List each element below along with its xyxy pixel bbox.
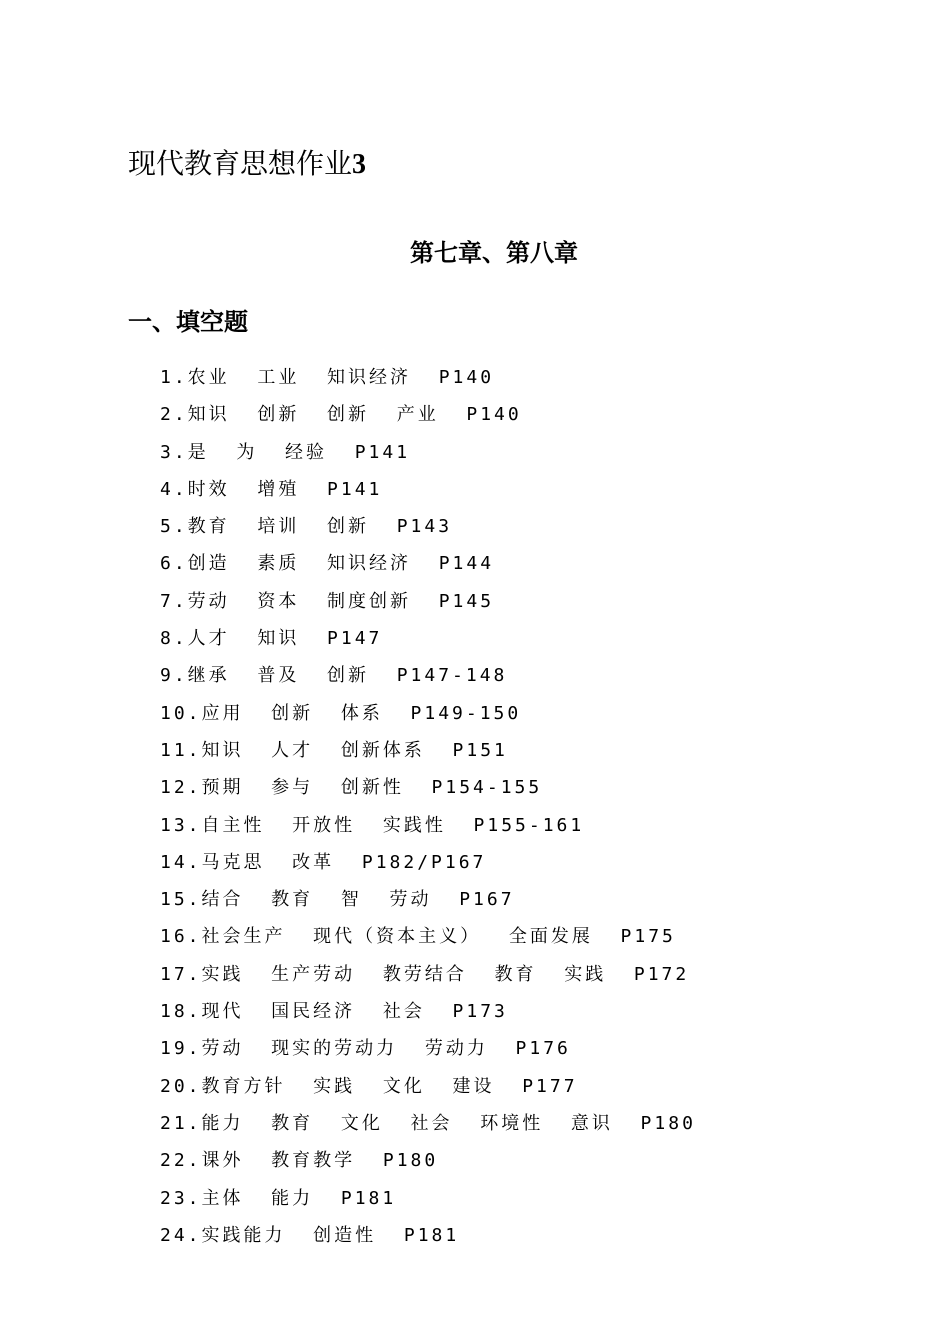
answer-item-6: 6.创造 素质 知识经济 P144	[160, 553, 495, 575]
answer-item-2: 2.知识 创新 创新 产业 P140	[160, 404, 522, 426]
answer-item-11: 11.知识 人才 创新体系 P151	[160, 739, 508, 761]
answer-item-21: 21.能力 教育 文化 社会 环境性 意识 P180	[160, 1112, 696, 1134]
answer-item-18: 18.现代 国民经济 社会 P173	[160, 1001, 508, 1023]
answer-item-12: 12.预期 参与 创新性 P154-155	[160, 777, 543, 799]
answer-item-9: 9.继承 普及 创新 P147-148	[160, 665, 508, 687]
answer-item-1: 1.农业 工业 知识经济 P140	[160, 367, 495, 388]
chapter-heading: 第七章、第八章	[410, 239, 578, 267]
answer-item-14: 14.马克思 改革 P182/P167	[160, 851, 487, 873]
answer-item-20: 20.教育方针 实践 文化 建设 P177	[160, 1075, 578, 1097]
answer-item-17: 17.实践 生产劳动 教劳结合 教育 实践 P172	[160, 963, 690, 985]
answer-item-4: 4.时效 增殖 P141	[160, 478, 383, 500]
answer-item-5: 5.教育 培训 创新 P143	[160, 516, 453, 538]
answer-list	[160, 366, 696, 1261]
answer-item-8: 8.人才 知识 P147	[160, 628, 383, 650]
document-title	[128, 142, 366, 182]
answer-item-15: 15.结合 教育 智 劳动 P167	[160, 889, 515, 911]
section-heading: 一、填空题	[128, 308, 248, 336]
answer-item-3: 3.是 为 经验 P141	[160, 441, 411, 463]
answer-item-10: 10.应用 创新 体系 P149-150	[160, 702, 522, 724]
answer-item-23: 23.主体 能力 P181	[160, 1187, 397, 1209]
answer-item-7: 7.劳动 资本 制度创新 P145	[160, 590, 495, 612]
document-title-text: 现代教育思想作业	[128, 147, 353, 180]
answer-item-13: 13.自主性 开放性 实践性 P155-161	[160, 814, 585, 836]
answer-item-24: 24.实践能力 创造性 P181	[160, 1224, 460, 1246]
answer-item-22: 22.课外 教育教学 P180	[160, 1150, 439, 1172]
document-title-number: 3	[352, 149, 367, 180]
answer-item-19: 19.劳动 现实的劳动力 劳动力 P176	[160, 1038, 571, 1060]
answer-item-16: 16.社会生产 现代（资本主义） 全面发展 P175	[160, 926, 676, 948]
